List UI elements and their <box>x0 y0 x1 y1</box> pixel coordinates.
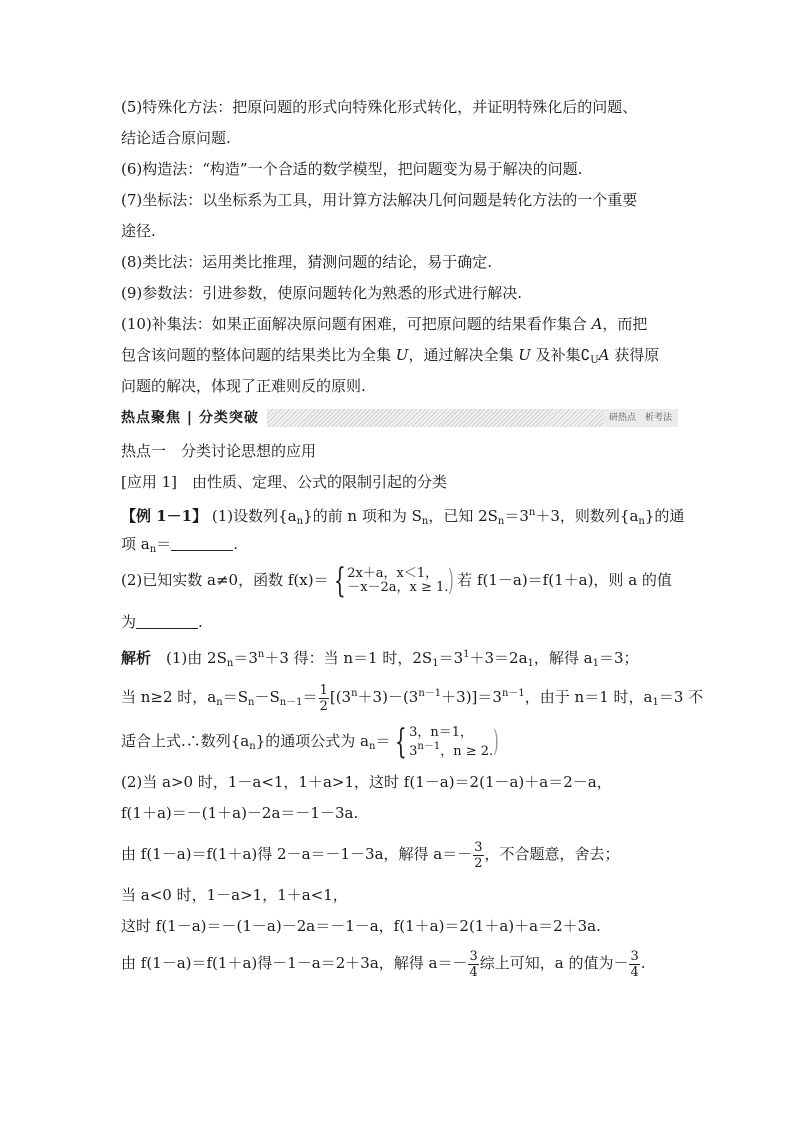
method-7-line2: 途径. <box>121 222 156 240</box>
fraction <box>468 949 478 980</box>
text: ，通过解决全集 <box>408 346 519 364</box>
text: ＋3)]＝3 <box>441 688 502 706</box>
sub: 1 <box>592 658 599 669</box>
text: ＝S <box>222 688 248 706</box>
solution-label: 解析 <box>121 649 152 667</box>
text: ，n ≥ 2. <box>440 743 494 759</box>
denominator: 2 <box>319 698 328 714</box>
text: 若 f(1－a)＝f(1＋a)，则 a 的值 <box>457 571 672 589</box>
text: (1)由 2S <box>151 649 227 667</box>
banner-title: 热点聚焦 | 分类突破 <box>121 409 267 427</box>
text: ＝3 <box>438 649 464 667</box>
fraction <box>473 840 483 871</box>
text: ，解得 a <box>533 649 593 667</box>
text: ，不合题意，舍去； <box>484 845 620 863</box>
case-2: －x－2a，x ≥ 1. <box>347 580 449 595</box>
text: 项 a <box>121 535 150 553</box>
text: ＝ <box>156 535 172 553</box>
text: ＝3 <box>233 649 258 667</box>
method-10-line3: 问题的解决，体现了正难则反的原则. <box>121 377 366 395</box>
piecewise-brace <box>390 722 501 762</box>
text: }的前 n 项和为 S <box>303 507 422 525</box>
numerator: 1 <box>319 682 328 698</box>
method-7-line1: (7)坐标法：以坐标系为工具，用计算方法解决几何问题是转化方法的一个重要 <box>121 191 638 209</box>
text: ＋3，则数列{a <box>535 507 639 525</box>
text: ，已知 2S <box>428 507 498 525</box>
solution-line5: f(1＋a)＝－(1＋a)－2a＝－1－3a. <box>121 804 359 822</box>
sub: n <box>248 697 255 708</box>
denominator: 2 <box>474 855 483 871</box>
text: 适合上式.∴数列{a <box>121 732 250 750</box>
method-10-line2 <box>121 345 659 371</box>
fraction-half <box>319 683 329 714</box>
sub: n <box>226 658 234 669</box>
text: 包含该问题的整体问题的结果类比为全集 <box>121 346 396 364</box>
text: ＝3 不 <box>658 688 704 706</box>
sub: n <box>249 741 256 752</box>
case-1: 2x＋a，x＜1， <box>347 566 439 581</box>
example-line1 <box>121 503 684 532</box>
numerator: 3 <box>630 948 639 964</box>
case-2 <box>409 740 493 759</box>
solution-line3 <box>121 722 502 762</box>
text: ＝3 <box>504 507 529 525</box>
sub: n <box>149 544 157 555</box>
text: }的通 <box>644 507 685 525</box>
method-9: (9)参数法：引进参数，使原问题转化为熟悉的形式进行解决. <box>121 284 523 302</box>
text: ，而把 <box>602 315 648 333</box>
solution-line6 <box>121 834 620 874</box>
var-A: A <box>591 315 603 333</box>
example-q2-line1 <box>121 561 672 601</box>
solution-line2 <box>121 674 703 714</box>
text: 由 f(1－a)＝f(1＋a)得 2－a＝－1－3a，解得 a＝－ <box>121 845 473 863</box>
text: ＋3)－(3 <box>357 688 419 706</box>
text: ＝ <box>375 732 391 750</box>
fraction <box>629 949 639 980</box>
method-10-line1 <box>121 314 647 334</box>
sub: n <box>216 697 223 708</box>
text: 由 f(1－a)＝f(1＋a)得－1－a＝2＋3a，解得 a＝－ <box>121 954 468 972</box>
sub: 1 <box>432 658 439 669</box>
sub: n <box>497 516 505 527</box>
text: 为 <box>121 613 137 631</box>
method-6: (6)构造法：“构造”一个合适的数学模型，把问题变为易于解决的问题. <box>121 160 583 178</box>
text: ＝ <box>302 688 318 706</box>
application-title: [应用 1] 由性质、定理、公式的限制引起的分类 <box>121 473 448 491</box>
piecewise-brace <box>329 561 458 601</box>
example-q2-line2: 为 . <box>121 613 203 631</box>
sup: n <box>351 688 358 699</box>
solution-line7: 当 a<0 时，1－a>1，1＋a<1， <box>121 886 348 904</box>
numerator: 3 <box>474 839 483 855</box>
example-label: 【例 1－1】 <box>121 507 208 525</box>
text: －S <box>254 688 280 706</box>
cases <box>409 726 493 759</box>
text: (10)补集法：如果正面解决原问题有困难，可把原问题的结果看作集合 <box>121 315 592 333</box>
solution-line1 <box>121 645 639 674</box>
text: 获得原 <box>609 346 660 364</box>
right-brace-icon: ) <box>493 724 499 759</box>
var-U: U <box>395 346 409 364</box>
sup: n－1 <box>418 688 442 699</box>
method-5-line1: (5)特殊化方法：把原问题的形式向特殊化形式转化，并证明特殊化后的问题、 <box>121 98 638 116</box>
answer-blank <box>136 614 198 629</box>
denominator: 4 <box>630 964 639 980</box>
sub: 1 <box>527 658 534 669</box>
var-U: U <box>518 346 531 364</box>
cases <box>347 567 448 595</box>
numerator: 3 <box>469 948 478 964</box>
sub: n <box>421 516 429 527</box>
sub: 1 <box>652 697 659 708</box>
hotspot-title: 热点一 分类讨论思想的应用 <box>121 442 317 460</box>
text: [(3 <box>329 688 352 706</box>
solution-line9: 由 f(1－a)＝f(1＋a)得－1－a＝2＋3a，解得 a＝－ $\frac{3}{4}$ 综上可知，a 的值为－ $\frac{3}{4}$ . <box>121 948 646 980</box>
left-brace-icon: { <box>333 561 346 601</box>
text: (1)设数列{a <box>207 507 297 525</box>
answer-blank <box>171 536 233 551</box>
sup: 1 <box>463 649 470 660</box>
method-8: (8)类比法：运用类比推理，猜测问题的结论，易于确定. <box>121 253 493 271</box>
sub: n－1 <box>279 697 303 708</box>
text: 3 <box>409 743 418 759</box>
sup: n－1 <box>417 740 441 752</box>
var-A: A <box>598 346 610 364</box>
text: (2)已知实数 a≠0，函数 f(x)＝ <box>121 571 329 589</box>
text: ，由于 n＝1 时，a <box>524 688 653 706</box>
sup: n <box>257 649 265 660</box>
text: ＝3； <box>598 649 639 667</box>
text: 综上可知，a 的值为－ <box>479 954 629 972</box>
sub-U: U <box>590 355 599 366</box>
sup: n－1 <box>501 688 525 699</box>
sub: n <box>368 741 376 752</box>
case-1: 3，n＝1， <box>409 724 474 740</box>
banner-tag: 研热点 析考法 <box>603 409 678 427</box>
solution-line8: 这时 f(1－a)＝－(1－a)－2a＝－1－a，f(1＋a)＝2(1＋a)＋a＝2＋3a. <box>121 917 601 935</box>
sub: n <box>296 516 304 527</box>
left-brace-icon: { <box>395 722 408 762</box>
text: ＋3 得：当 n＝1 时，2S <box>264 649 433 667</box>
text: 及补集∁ <box>530 346 591 364</box>
solution-line4: (2)当 a>0 时，1－a<1，1＋a>1，这时 f(1－a)＝2(1－a)＋a＝2－a， <box>121 773 612 791</box>
example-line2: 项 $a_n=$ . <box>121 535 238 555</box>
text: }的通项公式为 a <box>255 732 369 750</box>
sub: n <box>638 516 645 527</box>
text: 当 n≥2 时，a <box>121 688 217 706</box>
sup: n <box>528 507 536 518</box>
method-5-line2: 结论适合原问题. <box>121 129 231 147</box>
text: ＋3＝2a <box>469 649 528 667</box>
denominator: 4 <box>469 964 478 980</box>
section-banner <box>121 409 678 427</box>
right-brace-icon: ) <box>448 563 455 598</box>
